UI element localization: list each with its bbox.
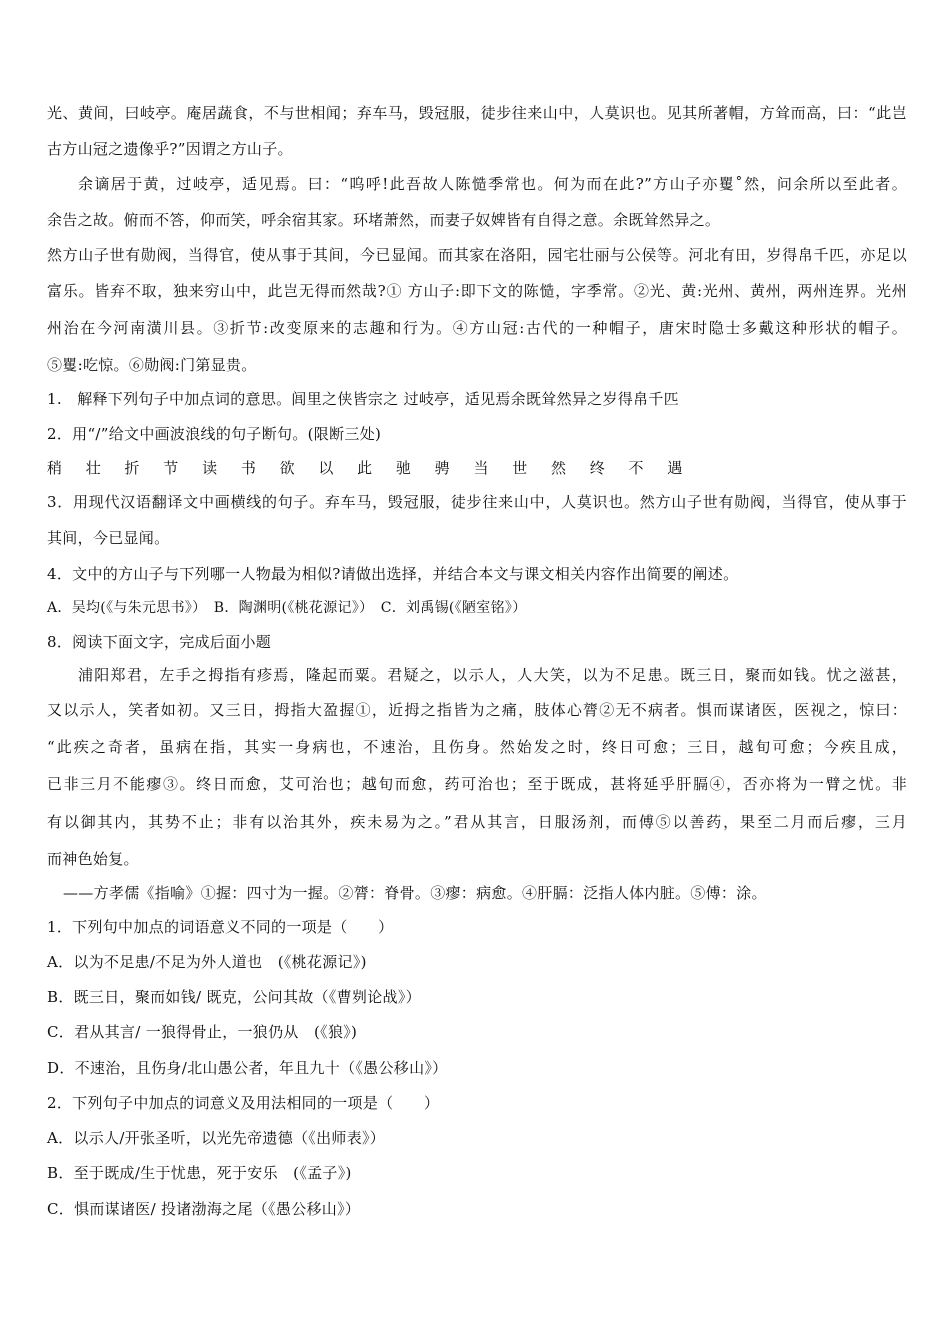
question-4-options: A．吴均(《与朱元思书》） B．陶渊明(《桃花源记》） C．刘禹锡(《陋室铭》） xyxy=(47,600,527,616)
passage-line: 余告之故。俯而不答，仰而笑，呼余宿其家。环堵萧然，而妻子奴婢皆有自得之意。余既耸然异之。 xyxy=(47,211,721,229)
passage-line: 浦阳郑君，左手之拇指有疹焉，隆起而粟。君疑之，以示人，人大笑，以为不足患。既三日，聚而如钱。忧之滋甚， xyxy=(78,666,907,684)
passage-line: 已非三月不能瘳③。终日而愈，艾可治也；越旬而愈，药可治也；至于既成，甚将延乎肝膈④，否亦将为一臂之忧。非 xyxy=(47,775,907,793)
question-4: 4．文中的方山子与下列哪一人物最为相似?请做出选择，并结合本文与课文相关内容作出简要的阐述。 xyxy=(47,565,739,583)
mc-question-1: 1．下列句中加点的词语意义不同的一项是（ ） xyxy=(47,918,394,936)
mc-option: A．以示人/开张圣听，以光先帝遗德（《出师表》） xyxy=(47,1129,386,1147)
sentence-to-punctuate: 稍 壮 折 节 读 书 欲 以 此 驰 骋 当 世 然 终 不 遇 xyxy=(47,459,692,477)
passage-line: 有以御其内，其势不止；非有以治其外，疾未易为之。”君从其言，日服汤剂，而傅⑤以善药，果至二月而后瘳，三月 xyxy=(47,813,907,831)
passage-line: 又以示人，笑者如初。又三日，拇指大盈握①，近拇之指皆为之痛，肢体心膂②无不病者。惧而谋诸医，医视之，惊曰： xyxy=(47,701,907,719)
question-2: 2．用“/”给文中画波浪线的句子断句。(限断三处) xyxy=(47,425,382,443)
passage-line: 古方山冠之遗像乎?”因谓之方山子。 xyxy=(47,140,293,158)
question-3: 3．用现代汉语翻译文中画横线的句子。弃车马，毁冠服，徒步往来山中，人莫识也。然方山子世有勋阀，当得官，使从事于 xyxy=(47,493,907,511)
passage-line: “此疾之奇者，虽病在指，其实一身病也，不速治，且伤身。然始发之时，终日可愈；三日，越旬可愈；今疾且成， xyxy=(47,738,907,756)
passage-line: 然方山子世有勋阀，当得官，使从事于其间，今已显闻。而其家在洛阳，园宅壮丽与公侯等。河北有田，岁得帛千匹，亦足以 xyxy=(47,246,907,264)
mc-option: C．君从其言/ 一狼得骨止，一狼仍从 (《狼》) xyxy=(47,1023,358,1041)
mc-question-2: 2．下列句子中加点的词意义及用法相同的一项是（ ） xyxy=(47,1094,440,1112)
passage-line: 光、黄间，曰岐亭。庵居蔬食，不与世相闻；弃车马，毁冠服，徒步往来山中，人莫识也。见其所著帽，方耸而高，曰：“此岂 xyxy=(47,104,907,122)
mc-option: A．以为不足患/不足为外人道也 (《桃花源记》) xyxy=(47,953,367,971)
mc-option: C．惧而谋诸医/ 投诸渤海之尾（《愚公移山》） xyxy=(47,1200,361,1218)
mc-option: B．至于既成/生于忧患，死于安乐 (《孟子》) xyxy=(47,1164,352,1182)
section-heading: 8．阅读下面文字，完成后面小题 xyxy=(47,633,272,651)
mc-option: B．既三日，聚而如钱/ 既克，公问其故（《曹刿论战》） xyxy=(47,988,421,1006)
question-1: 1. 解释下列句子中加点词的意思。闾里之侠皆宗之 过岐亭，适见焉余既耸然异之岁得帛千匹 xyxy=(47,390,679,408)
passage-line: 余谪居于黄，过岐亭，适见焉。曰：“呜呼!此吾故人陈慥季常也。何为而在此?”方山子亦矍˚然，问余所以至此者。 xyxy=(78,175,907,193)
question-3-cont: 其间，今已显闻。 xyxy=(47,529,170,547)
source-note: ——方孝儒《指喻》①握：四寸为一握。②膂：脊骨。③瘳：病愈。④肝膈：泛指人体内脏。⑤傅：涂。 xyxy=(63,884,767,902)
passage-line: 而神色始复。 xyxy=(47,850,139,868)
footnote-line: ⑤矍:吃惊。⑥勋阀:门第显贵。 xyxy=(47,356,257,374)
mc-option: D．不速治，且伤身/北山愚公者，年且九十（《愚公移山》） xyxy=(47,1059,448,1077)
passage-line: 富乐。皆弃不取，独来穷山中，此岂无得而然哉?① 方山子:即下文的陈慥，字季常。②光、黄:光州、黄州，两州连界。光州 xyxy=(47,282,907,300)
footnote-line: 州治在今河南潢川县。③折节:改变原来的志趣和行为。④方山冠:古代的一种帽子，唐宋时隐士多戴这种形状的帽子。 xyxy=(47,319,907,337)
